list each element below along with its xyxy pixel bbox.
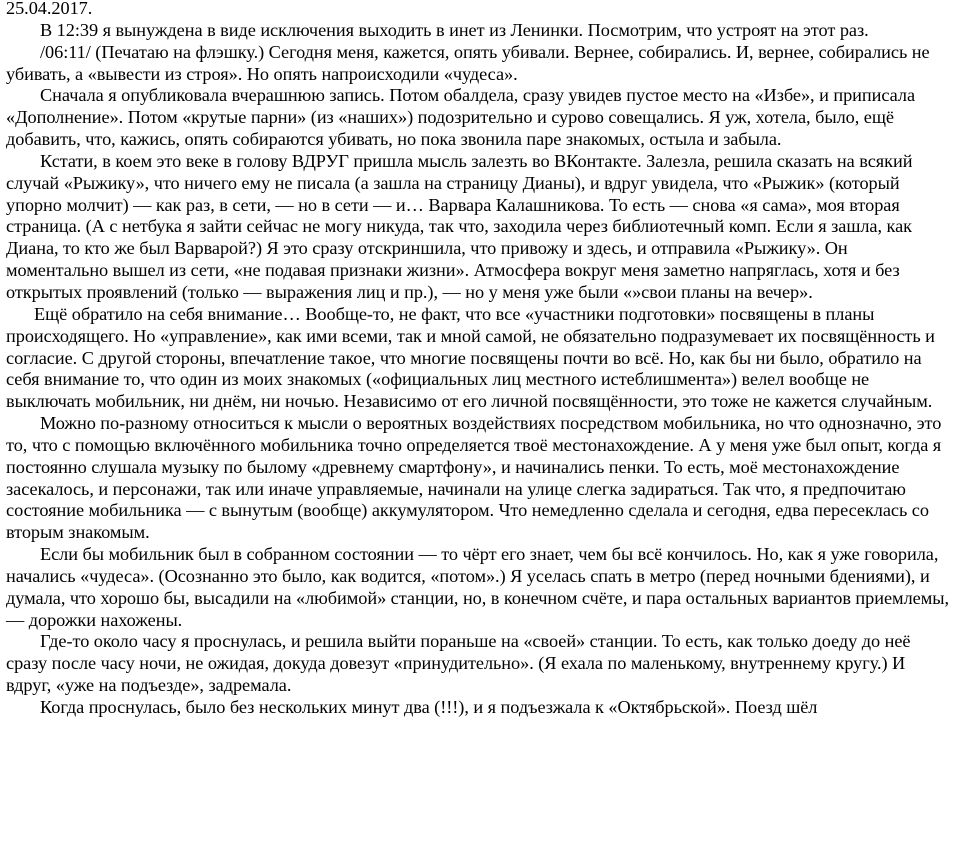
entry-date: 25.04.2017. <box>6 0 93 18</box>
paragraph-3: Сначала я опубликовала вчерашнюю запись. Потом обалдела, сразу увидев пустое место на «Избе», и приписала «Дополнение». Потом «крутые парни» (из «наших») подозрительно и сурово совещались. Я уж, хотела, было, ещё добавить, что, кажись, опять собираются убивать, но пока звонила паре знакомых, остыла и забыла. <box>6 85 916 150</box>
paragraph-9: Когда проснулась, было без нескольких минут два (!!!), и я подъезжала к «Октябрьской». Поезд шёл <box>40 697 818 717</box>
paragraph-8: Где-то около часу я проснулась, и решила выйти пораньше на «своей» станции. То есть, как только доеду до неё сразу после часу ночи, не ожидая, докуда довезут «принудительно». (Я ехала по маленькому, внутреннему кругу.) И вдруг, «уже на подъезде», задремала. <box>6 631 911 696</box>
paragraph-2: /06:11/ (Печатаю на флэшку.) Сегодня меня, кажется, опять убивали. Вернее, собирались. И, вернее, собирались не убивать, а «вывести из строя». Но опять напроисходили «чудеса». <box>6 41 930 84</box>
paragraph-4: Кстати, в коем это веке в голову ВДРУГ пришла мысль залезть во ВКонтакте. Залезла, решила сказать на всякий случай «Рыжику», что ничего ему не писала (а зашла на страницу Дианы), и вдруг увидела, что «Рыжик» (который упорно молчит) — как раз, в сети, — но в сети — и… Варвара Калашникова. То есть — снова «я сама», моя вторая страница. (А с нетбука я зайти сейчас не могу никуда, так что, заходила через библиотечный комп. Если я зашла, как Диана, то кто же был Варварой?) Я это сразу отскриншила, что привожу и здесь, и отправила «Рыжику». Он моментально вышел из сети, «не подавая признаки жизни». Атмосфера вокруг меня заметно напряглась, хотя и без открытых проявлений (только — выражения лиц и пр.), — но у меня уже были «»свои планы на вечер». <box>6 150 913 302</box>
paragraph-1: В 12:39 я вынуждена в виде исключения выходить в инет из Ленинки. Посмотрим, что устроят на этот раз. <box>40 19 869 40</box>
paragraph-5: Ещё обратило на себя внимание… Вообще-то, не факт, что все «участники подготовки» посвящены в планы происходящего. Но «управление», как ими всеми, так и мной самой, не обязательно подразумевает их посвящённость и согласие. С другой стороны, впечатление такое, что многие посвящены почти во всё. Но, как бы ни было, обратило на себя внимание то, что один из моих знакомых («официальных лиц местного истеблишмента») велел вообще не выключать мобильник, ни днём, ни ночью. Независимо от его личной посвящённости, это тоже не кажется случайным. <box>6 303 935 412</box>
paragraph-6: Можно по-разному относиться к мысли о вероятных воздействиях посредством мобильника, но что однозначно, это то, что с помощью включённого мобильника точно определяется твоё местонахождение. А у меня уже был опыт, когда я постоянно слушала музыку по былому «древнему смартфону», и начинались пенки. То есть, моё местонахождение засекалось, и персонажи, так или иначе управляемые, начинали на улице слегка задираться. Так что, я предпочитаю состояние мобильника — с вынутым (вообще) аккумулятором. Что немедленно сделала и сегодня, едва пересеклась со вторым знакомым. <box>6 413 942 543</box>
document-page <box>6 0 951 719</box>
paragraph-7: Если бы мобильник был в собранном состоянии — то чёрт его знает, чем бы всё кончилось. Но, как я уже говорила, начались «чудеса». (Осознанно это было, как водится, «потом».) Я уселась спать в метро (перед ночными бдениями), и думала, что хорошо бы, высадили на «любимой» станции, но, в конечном счёте, и пара остальных вариантов приемлемы, — дорожки нахожены. <box>6 544 949 630</box>
